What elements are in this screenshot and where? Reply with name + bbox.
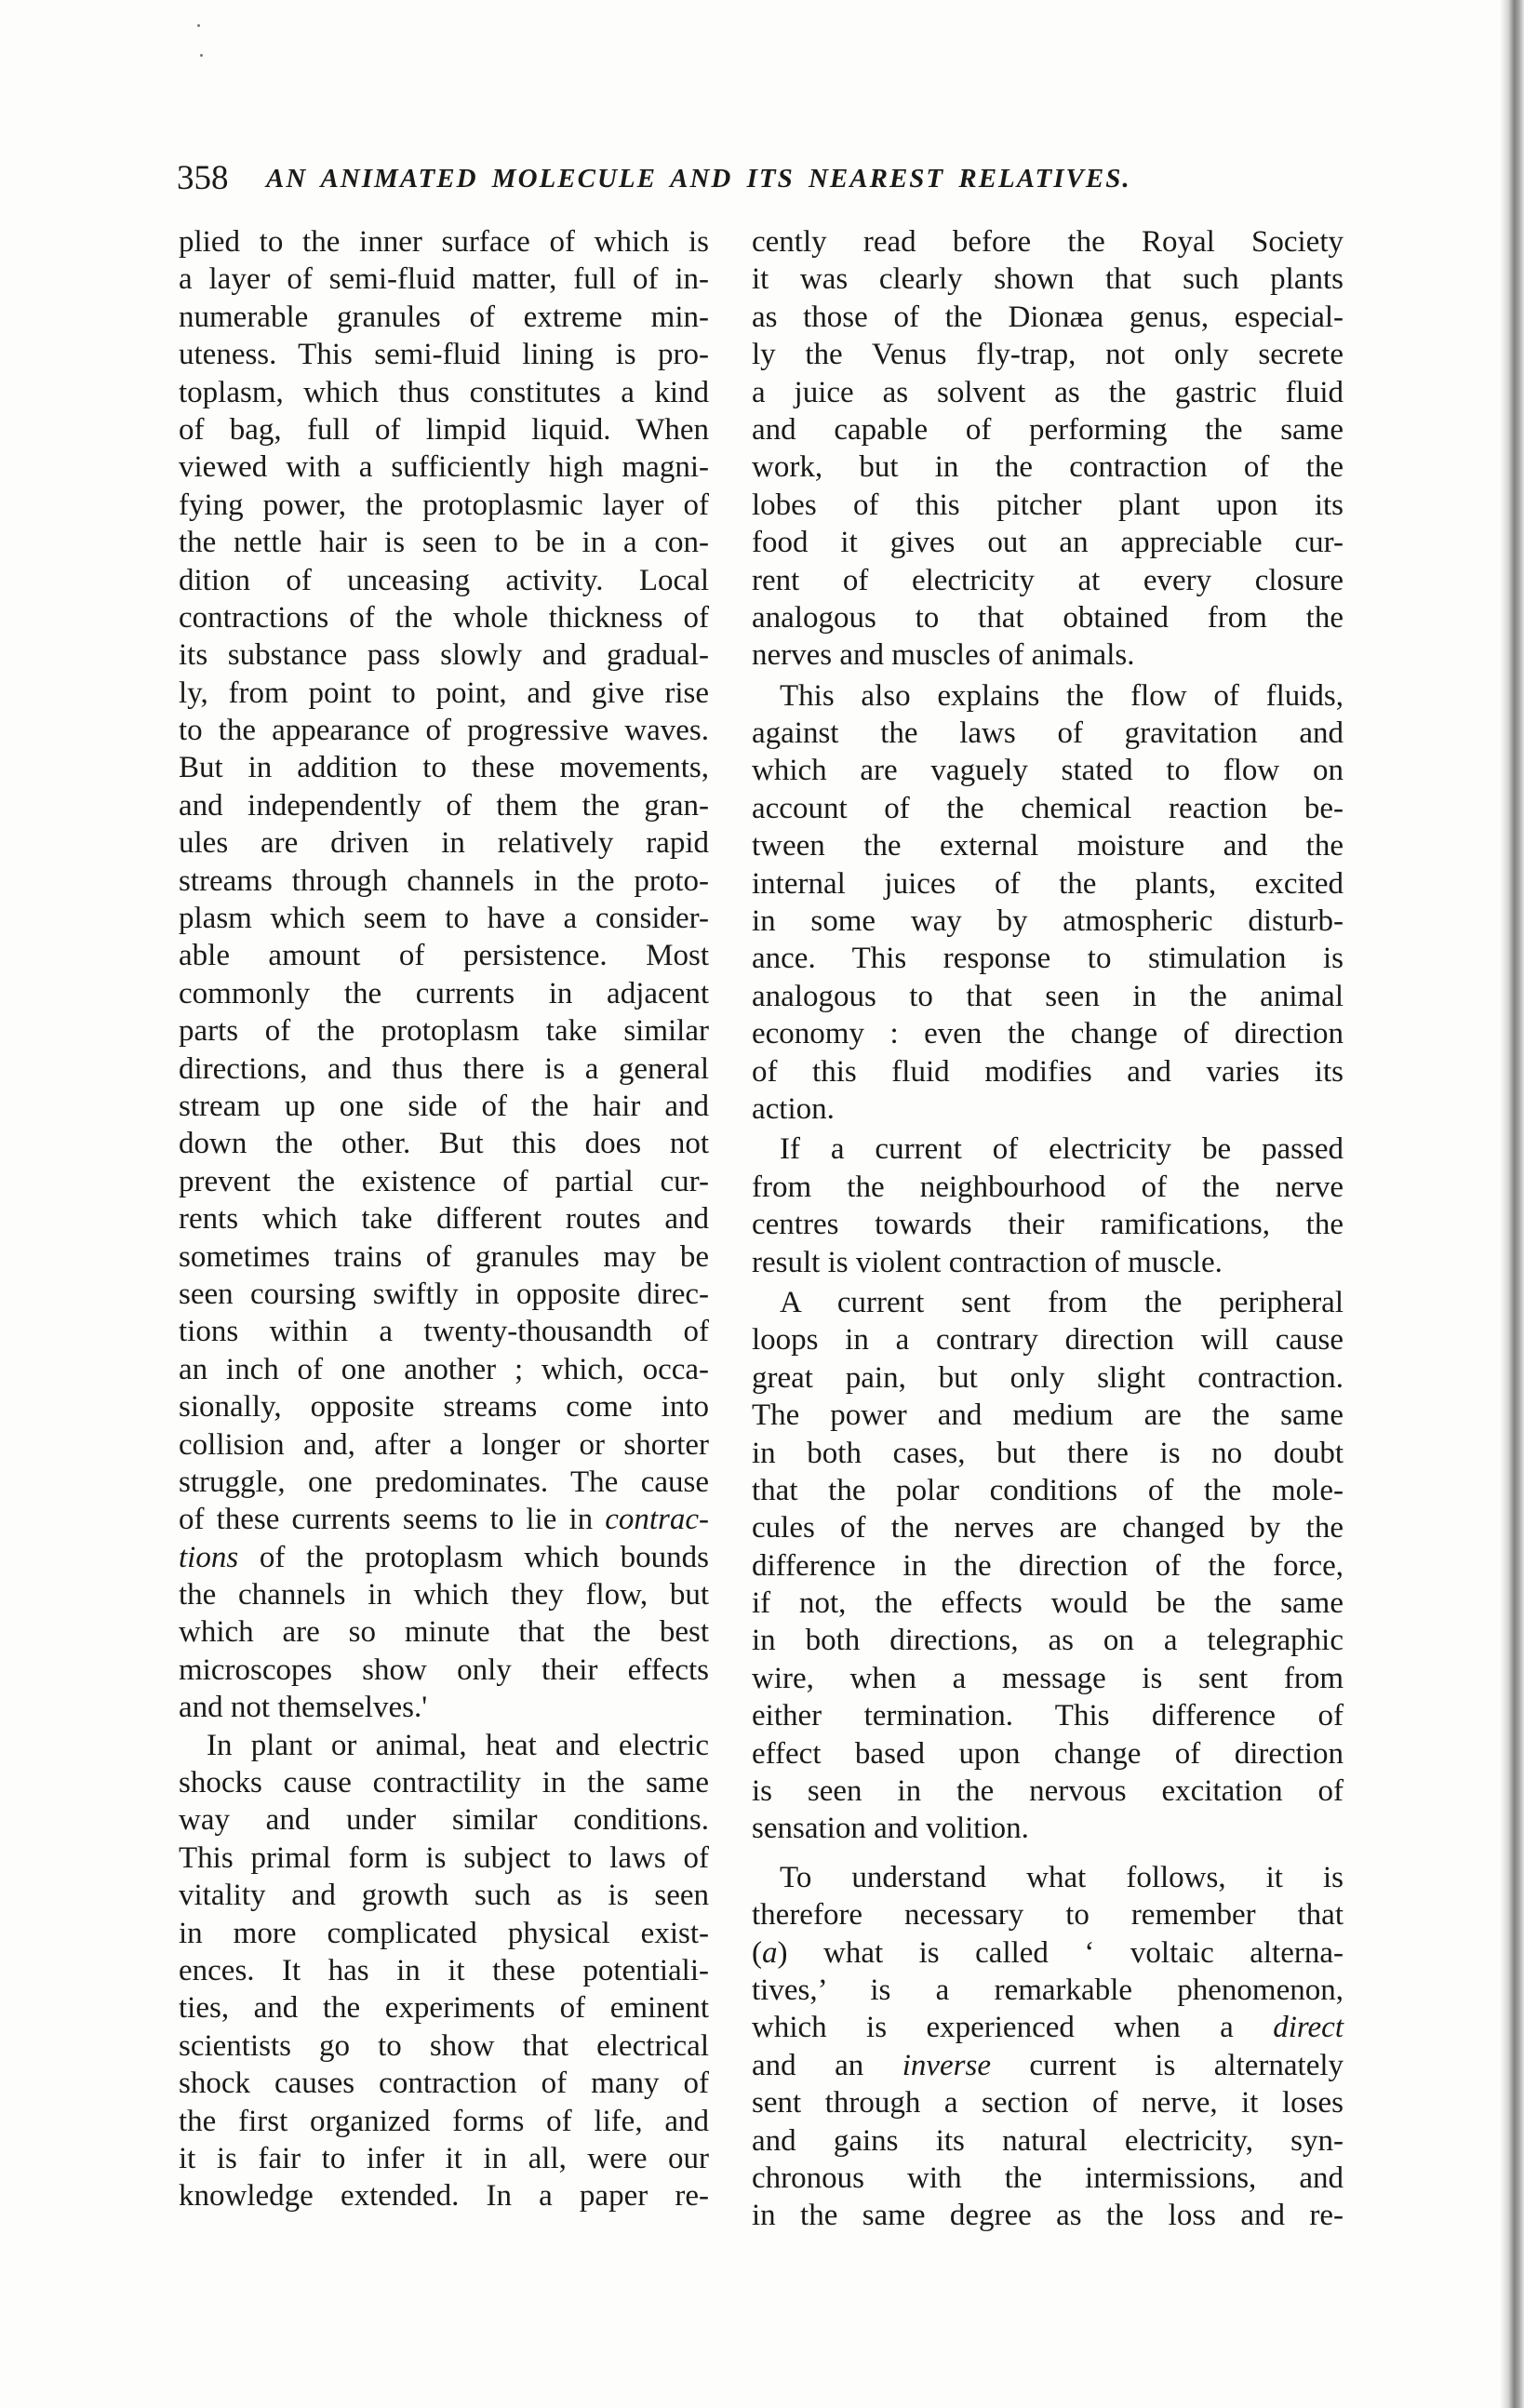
text-line: contractions of the whole thickness of — [179, 600, 709, 635]
text-line — [179, 1539, 709, 1576]
text-segment: of these currents seems to lie in — [179, 1503, 606, 1537]
text-line: in some way by atmospheric disturb- — [752, 904, 1344, 939]
text-line: loops in a contrary direction will cause — [752, 1323, 1344, 1358]
text-line: cules of the nerves are changed by the — [752, 1511, 1344, 1545]
paragraph — [179, 223, 709, 1727]
text-line: dition of unceasing activity. Local — [179, 563, 709, 597]
text-line: shocks cause contractility in the same — [179, 1766, 709, 1800]
italic-text: a — [762, 1935, 778, 1970]
running-title: AN ANIMATED MOLECULE AND ITS NEAREST RELATIVES. — [266, 164, 1131, 194]
text-line: way and under similar conditions. — [179, 1803, 709, 1838]
text-line: tween the external moisture and the — [752, 829, 1344, 863]
column-right — [752, 223, 1344, 2235]
text-line: which are vaguely stated to flow on — [752, 754, 1344, 788]
text-line: plasm which seem to have a consider- — [179, 902, 709, 936]
text-segment: ) what is called ‘ voltaic alterna- — [777, 1935, 1344, 1970]
italic-text: direct — [1273, 2011, 1344, 2045]
text-line: sensation and volition. — [752, 1812, 1029, 1846]
paragraph — [752, 223, 1344, 675]
text-line: sometimes trains of granules may be — [179, 1239, 709, 1274]
text-line: ules are driven in relatively rapid — [179, 826, 709, 861]
paragraph — [752, 677, 1344, 1129]
text-line: in the same degree as the loss and re- — [752, 2199, 1344, 2233]
text-line: an inch of one another ; which, occa- — [179, 1352, 709, 1386]
text-line: vitality and growth such as is seen — [179, 1879, 709, 1913]
text-segment: of the protoplasm which bounds — [238, 1540, 709, 1574]
text-line: microscopes show only their effects — [179, 1652, 709, 1687]
text-line: knowledge extended. In a paper re- — [179, 2179, 709, 2214]
text-line: rents which take different routes and — [179, 1202, 709, 1237]
text-line: If a current of electricity be passed — [780, 1132, 1344, 1167]
text-line: food it gives out an appreciable cur- — [752, 526, 1344, 560]
italic-text: tions — [179, 1540, 239, 1574]
paragraph — [752, 1859, 1344, 2235]
text-line: ly the Venus fly-trap, not only secrete — [752, 338, 1344, 372]
text-line: the nettle hair is seen to be in a con- — [179, 526, 709, 560]
scan-edge-shadow — [1500, 0, 1524, 2408]
text-line: of this fluid modifies and varies its — [752, 1054, 1344, 1089]
text-line: tions within a twenty-thousandth of — [179, 1315, 709, 1349]
text-line — [752, 1934, 1344, 1972]
paragraph — [752, 1284, 1344, 1848]
text-line: the channels in which they flow, but — [179, 1578, 709, 1612]
text-line: The power and medium are the same — [752, 1398, 1344, 1433]
text-line: which are so minute that the best — [179, 1615, 709, 1650]
text-line: down the other. But this does not — [179, 1127, 709, 1161]
text-line: result is violent contraction of muscle. — [752, 1245, 1223, 1279]
text-line: scientists go to show that electrical — [179, 2028, 709, 2063]
paragraph — [752, 1130, 1344, 1281]
text-line: of bag, full of limpid liquid. When — [179, 412, 709, 447]
text-line — [752, 2009, 1344, 2046]
text-line: able amount of persistence. Most — [179, 939, 709, 973]
text-line — [179, 1501, 709, 1538]
text-line: sionally, opposite streams come into — [179, 1390, 709, 1425]
text-line: as those of the Dionæa genus, especial- — [752, 300, 1344, 334]
text-line: seen coursing swiftly in opposite direc- — [179, 1277, 709, 1311]
text-line: in both directions, as on a telegraphic — [752, 1624, 1344, 1658]
text-line: a juice as solvent as the gastric fluid — [752, 375, 1344, 409]
text-line: its substance pass slowly and gradual- — [179, 638, 709, 673]
text-line: commonly the currents in adjacent — [179, 976, 709, 1010]
text-line: if not, the effects would be the same — [752, 1586, 1344, 1621]
text-line: streams through channels in the proto- — [179, 863, 709, 898]
text-line: difference in the direction of the force, — [752, 1548, 1344, 1583]
text-line: This also explains the flow of fluids, — [780, 678, 1344, 713]
text-line: internal juices of the plants, excited — [752, 866, 1344, 901]
text-line: the first organized forms of life, and — [179, 2104, 709, 2138]
text-line: effect based upon change of direction — [752, 1736, 1344, 1771]
text-line: is seen in the nervous excitation of — [752, 1774, 1344, 1809]
paragraph — [179, 1727, 709, 2215]
text-line — [752, 2047, 1344, 2084]
text-line: sent through a section of nerve, it loses — [752, 2086, 1344, 2120]
text-line: therefore necessary to remember that — [752, 1898, 1344, 1933]
text-line: fying power, the protoplasmic layer of — [179, 488, 709, 522]
text-line: work, but in the contraction of the — [752, 450, 1344, 485]
text-line: economy : even the change of direction — [752, 1017, 1344, 1051]
italic-text: inverse — [902, 2048, 991, 2082]
italic-text: contrac- — [605, 1503, 709, 1537]
text-line: parts of the protoplasm take similar — [179, 1014, 709, 1049]
text-line: nerves and muscles of animals. — [752, 638, 1135, 673]
text-line: In plant or animal, heat and electric — [207, 1728, 709, 1762]
text-line: ly, from point to point, and give rise — [179, 676, 709, 710]
text-segment: current is alternately — [990, 2048, 1344, 2082]
scan-speck — [197, 24, 200, 27]
text-segment: which is experienced when a — [752, 2011, 1274, 2045]
text-line: in more complicated physical exist- — [179, 1916, 709, 1950]
text-line: account of the chemical reaction be- — [752, 791, 1344, 825]
text-line: wire, when a message is sent from — [752, 1661, 1344, 1695]
text-line: lobes of this pitcher plant upon its — [752, 488, 1344, 522]
text-line: action. — [752, 1091, 835, 1126]
scan-speck — [200, 54, 203, 57]
text-line: chronous with the intermissions, and — [752, 2161, 1344, 2195]
text-line: cently read before the Royal Society — [752, 225, 1344, 259]
text-line: and gains its natural electricity, syn- — [752, 2123, 1344, 2158]
text-line: ance. This response to stimulation is — [752, 942, 1344, 976]
page-number: 358 — [177, 159, 229, 197]
text-line: analogous to that seen in the animal — [752, 979, 1344, 1013]
text-line: either termination. This difference of — [752, 1699, 1344, 1733]
text-line: A current sent from the peripheral — [780, 1285, 1344, 1319]
text-line: shock causes contraction of many of — [179, 2067, 709, 2101]
text-line: viewed with a sufficiently high magni- — [179, 450, 709, 485]
text-line: rent of electricity at every closure — [752, 563, 1344, 597]
text-line: a layer of semi-fluid matter, full of in- — [179, 262, 709, 297]
text-line: To understand what follows, it is — [780, 1860, 1344, 1894]
text-line: and capable of performing the same — [752, 412, 1344, 447]
text-line: it is fair to infer it in all, were our — [179, 2141, 709, 2175]
text-line: to the appearance of progressive waves. — [179, 714, 709, 748]
text-line: But in addition to these movements, — [179, 751, 709, 785]
text-line: and independently of them the gran- — [179, 788, 709, 823]
text-line: collision and, after a longer or shorter — [179, 1427, 709, 1462]
text-line: This primal form is subject to laws of — [179, 1840, 709, 1875]
text-line: it was clearly shown that such plants — [752, 262, 1344, 297]
text-line: centres towards their ramifications, the — [752, 1208, 1344, 1242]
text-line: that the polar conditions of the mole- — [752, 1473, 1344, 1507]
text-line: toplasm, which thus constitutes a kind — [179, 375, 709, 409]
text-line: analogous to that obtained from the — [752, 600, 1344, 635]
text-line: ences. It has in it these potentiali- — [179, 1953, 709, 1987]
text-line: in both cases, but there is no doubt — [752, 1436, 1344, 1470]
text-line: uteness. This semi-fluid lining is pro- — [179, 338, 709, 372]
text-line: ties, and the experiments of eminent — [179, 1991, 709, 2026]
text-line: and not themselves.' — [179, 1691, 428, 1725]
text-segment: and an — [752, 2048, 902, 2082]
text-line: against the laws of gravitation and — [752, 716, 1344, 751]
text-line: struggle, one predominates. The cause — [179, 1465, 709, 1499]
text-line: directions, and thus there is a general — [179, 1051, 709, 1086]
text-line: stream up one side of the hair and — [179, 1089, 709, 1123]
text-line: plied to the inner surface of which is — [179, 225, 709, 259]
text-line: tives,’ is a remarkable phenomenon, — [752, 1973, 1344, 2007]
text-line: prevent the existence of partial cur- — [179, 1164, 709, 1198]
text-line: great pain, but only slight contraction. — [752, 1360, 1344, 1395]
text-segment: ( — [752, 1935, 762, 1970]
text-line: from the neighbourhood of the nerve — [752, 1170, 1344, 1204]
page-header — [177, 158, 1228, 205]
text-line: numerable granules of extreme min- — [179, 300, 709, 334]
column-left — [179, 223, 709, 2215]
